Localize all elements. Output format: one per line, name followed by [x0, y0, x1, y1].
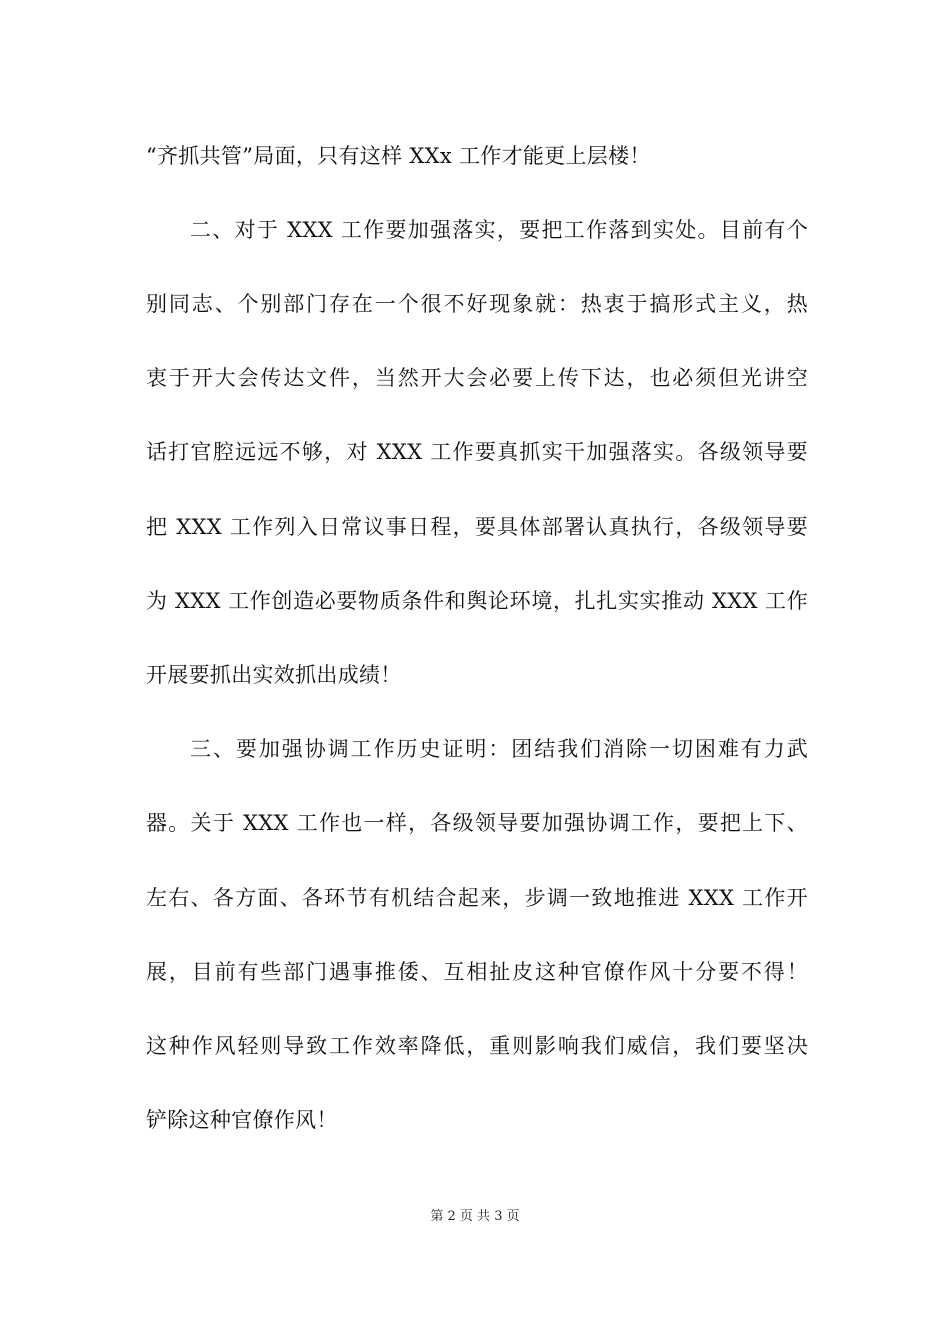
paragraph-line-1: “齐抓共管”局面，只有这样 XXx 工作才能更上层楼！ [146, 144, 651, 168]
paragraph-line-5: 话打官腔远远不够，对 XXX 工作要真抓实干加强落实。各级领导要 [146, 440, 808, 464]
section-two-heading-line: 二、对于 XXX 工作要加强落实，要把工作落到实处。目前有个 [190, 218, 808, 242]
footer-suffix: 页 [506, 1209, 520, 1224]
paragraph-line-3: 别同志、个别部门存在一个很不好现象就：热衷于搞形式主义，热 [146, 292, 808, 316]
footer-total-pages: 3 [494, 1209, 503, 1224]
paragraph-line-11: 左右、各方面、各环节有机结合起来，步调一致地推进 XXX 工作开 [146, 886, 808, 910]
paragraph-line-6: 把 XXX 工作列入日常议事日程，要具体部署认真执行，各级领导要 [146, 515, 808, 539]
paragraph-line-8: 开展要抓出实效抓出成绩！ [146, 663, 402, 687]
paragraph-line-14: 铲除这种官僚作风！ [146, 1108, 338, 1132]
paragraph-line-12: 展，目前有些部门遇事推倭、互相扯皮这种官僚作风十分要不得！ [146, 960, 808, 984]
page-footer [0, 1208, 950, 1226]
paragraph-line-10: 器。关于 XXX 工作也一样，各级领导要加强协调工作，要把上下、 [146, 811, 808, 835]
footer-page-number: 2 [447, 1209, 456, 1224]
paragraph-line-7: 为 XXX 工作创造必要物质条件和舆论环境，扎扎实实推动 XXX 工作 [146, 589, 808, 613]
footer-prefix: 第 [430, 1209, 444, 1224]
section-three-heading-line: 三、要加强协调工作历史证明：团结我们消除一切困难有力武 [190, 737, 808, 761]
paragraph-line-4: 衷于开大会传达文件，当然开大会必要上传下达，也必须但光讲空 [146, 366, 808, 390]
footer-middle: 页 共 [459, 1209, 491, 1224]
paragraph-line-13: 这种作风轻则导致工作效率降低，重则影响我们威信，我们要坚决 [146, 1034, 808, 1058]
